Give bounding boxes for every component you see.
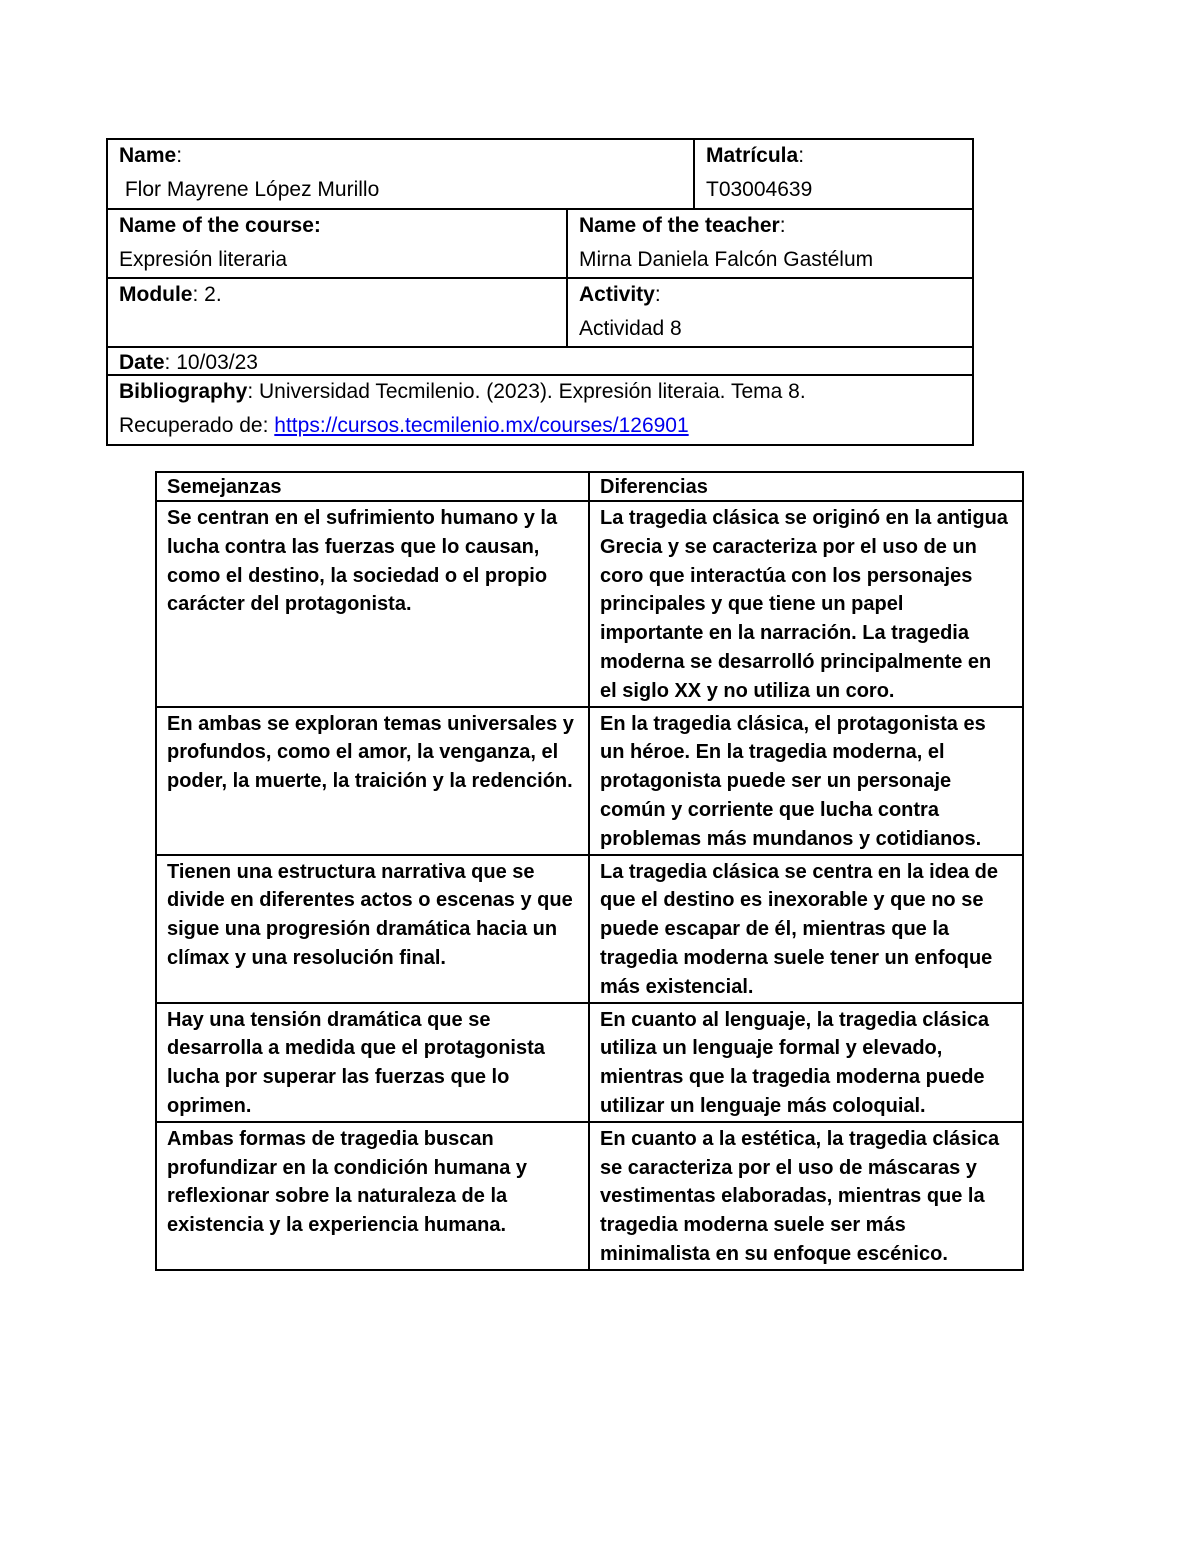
info-row-bibliography [108, 376, 972, 444]
matricula-cell: Matrícula: T03004639 [693, 140, 972, 208]
name-value: Flor Mayrene López Murillo [124, 178, 380, 201]
similarity-cell: En ambas se exploran temas universales y profundos, como el amor, la venganza, el poder, la muerte, la traición y la redención. [156, 707, 589, 855]
teacher-cell: Name of the teacher: Mirna Daniela Falcón Gastélum [566, 210, 972, 277]
teacher-value: Mirna Daniela Falcón Gastélum [579, 248, 874, 271]
activity-label: Activity [579, 283, 655, 306]
table-row [156, 501, 1023, 707]
date-value: 10/03/23 [176, 351, 258, 374]
course-link[interactable]: https://cursos.tecmilenio.mx/courses/126901 [274, 414, 689, 437]
activity-value: Actividad 8 [579, 317, 682, 340]
name-cell: Name: Flor Mayrene López Murillo [119, 144, 380, 201]
course-cell: Name of the course: Expresión literaria [119, 214, 321, 271]
date-label: Date [119, 351, 165, 374]
similarity-cell: Se centran en el sufrimiento humano y la lucha contra las fuerzas que lo causan, como el destino, la sociedad o el propio carácter del protagonista. [156, 501, 589, 707]
difference-cell: En la tragedia clásica, el protagonista es un héroe. En la tragedia moderna, el protagonista puede ser un personaje común y corriente que lucha contra problemas más mundanos y cotidianos. [589, 707, 1023, 855]
name-label: Name [119, 144, 177, 167]
course-value: Expresión literaria [119, 248, 288, 271]
comparison-header-row [156, 472, 1023, 501]
module-cell: Module: 2. [119, 283, 222, 306]
table-row [156, 855, 1023, 1003]
module-label: Module [119, 283, 193, 306]
difference-cell: En cuanto a la estética, la tragedia clásica se caracteriza por el uso de máscaras y vestimentas elaboradas, mientras que la tragedia moderna suele ser más minimalista en su enfoque escénico. [589, 1122, 1023, 1270]
date-cell: Date: 10/03/23 [119, 351, 258, 374]
bibliography-label: Bibliography [119, 380, 248, 403]
student-info-table [106, 138, 974, 446]
table-row [156, 1122, 1023, 1270]
matricula-value: T03004639 [706, 178, 813, 201]
teacher-label: Name of the teacher [579, 214, 780, 237]
course-label: Name of the course [119, 214, 314, 237]
info-row-name [108, 140, 972, 210]
difference-cell: En cuanto al lenguaje, la tragedia clásica utiliza un lenguaje formal y elevado, mientras que la tragedia moderna puede utilizar un lenguaje más coloquial. [589, 1003, 1023, 1122]
table-row [156, 707, 1023, 855]
info-row-date [108, 348, 972, 376]
module-value: 2. [204, 283, 222, 306]
activity-cell: Activity: Actividad 8 [566, 279, 972, 346]
table-row [156, 1003, 1023, 1122]
difference-cell: La tragedia clásica se originó en la antigua Grecia y se caracteriza por el uso de un coro que interactúa con los personajes principales y que tiene un papel importante en la narración. La tragedia moderna se desarrolló principalmente en el siglo XX y no utiliza un coro. [589, 501, 1023, 707]
matricula-label: Matrícula [706, 144, 799, 167]
similarity-cell: Tienen una estructura narrativa que se divide en diferentes actos o escenas y que sigue una progresión dramática hacia un clímax y una resolución final. [156, 855, 589, 1003]
bibliography-cell: Bibliography: Universidad Tecmilenio. (2023). Expresión literaia. Tema 8. Recuperado de: https://cursos.tecmilenio.mx/courses/126901 [119, 380, 806, 437]
header-diferencias: Diferencias [589, 472, 1023, 501]
info-row-module [108, 279, 972, 348]
bibliography-value: Universidad Tecmilenio. (2023). Expresión literaia. Tema 8. [259, 380, 806, 403]
similarity-cell: Ambas formas de tragedia buscan profundizar en la condición humana y reflexionar sobre la naturaleza de la existencia y la experiencia humana. [156, 1122, 589, 1270]
info-row-course [108, 210, 972, 279]
header-semejanzas: Semejanzas [156, 472, 589, 501]
comparison-table [155, 471, 1024, 1271]
recovered-label: Recuperado de: [119, 414, 269, 437]
difference-cell: La tragedia clásica se centra en la idea de que el destino es inexorable y que no se puede escapar de él, mientras que la tragedia moderna suele tener un enfoque más existencial. [589, 855, 1023, 1003]
similarity-cell: Hay una tensión dramática que se desarrolla a medida que el protagonista lucha por superar las fuerzas que lo oprimen. [156, 1003, 589, 1122]
